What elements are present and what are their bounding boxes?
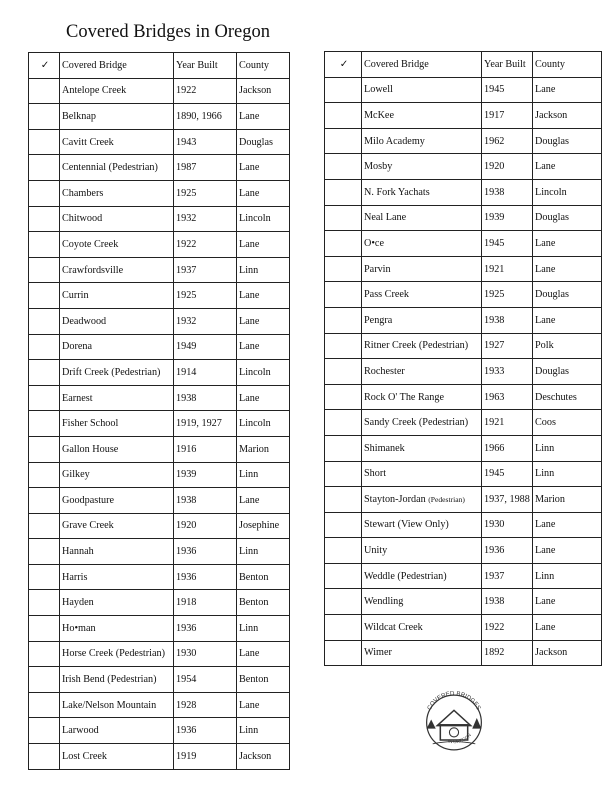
county-cell: Lane — [237, 232, 290, 258]
table-row — [325, 538, 602, 564]
bridge-name-cell: McKee — [362, 103, 482, 129]
county-cell: Linn — [237, 539, 290, 565]
year-built-cell: 1939 — [174, 462, 237, 488]
bridge-name-cell: Rochester — [362, 359, 482, 385]
year-built-cell: 1939 — [482, 205, 533, 231]
bridge-name-cell: N. Fork Yachats — [362, 179, 482, 205]
year-built-cell: 1966 — [482, 435, 533, 461]
table-row — [325, 487, 602, 513]
bridge-name-cell: Parvin — [362, 256, 482, 282]
table-row — [325, 128, 602, 154]
bridge-name-cell: Stewart (View Only) — [362, 512, 482, 538]
bridge-header: Covered Bridge — [60, 53, 174, 79]
county-cell: Lincoln — [237, 206, 290, 232]
check-cell[interactable] — [325, 435, 362, 461]
county-cell: Jackson — [533, 640, 602, 666]
year-built-cell: 1890, 1966 — [174, 104, 237, 130]
county-cell: Lane — [237, 180, 290, 206]
bridge-name-cell: Ritner Creek (Pedestrian) — [362, 333, 482, 359]
year-built-cell: 1945 — [482, 231, 533, 257]
county-cell: Lane — [533, 538, 602, 564]
check-cell[interactable] — [29, 667, 60, 693]
table-row — [325, 512, 602, 538]
county-cell: Lane — [533, 256, 602, 282]
check-cell[interactable] — [325, 77, 362, 103]
check-cell[interactable] — [29, 436, 60, 462]
county-cell: Lincoln — [237, 411, 290, 437]
county-cell: Lane — [237, 283, 290, 309]
county-cell: Lane — [533, 77, 602, 103]
table-row — [29, 488, 290, 514]
table-row — [29, 334, 290, 360]
bridge-name-cell: Goodpasture — [60, 488, 174, 514]
year-built-cell: 1949 — [174, 334, 237, 360]
bridges-table-right — [324, 51, 602, 666]
bridge-name-cell: Mosby — [362, 154, 482, 180]
table-row — [325, 231, 602, 257]
table-row — [325, 77, 602, 103]
check-cell[interactable] — [29, 411, 60, 437]
check-header: ✓ — [325, 52, 362, 78]
county-cell: Douglas — [533, 282, 602, 308]
table-row — [29, 129, 290, 155]
county-cell: Lane — [237, 385, 290, 411]
bridge-name-cell: Lost Creek — [60, 744, 174, 770]
county-cell: Lane — [533, 589, 602, 615]
table-row — [29, 155, 290, 181]
county-cell: Jackson — [237, 78, 290, 104]
table-row — [29, 232, 290, 258]
year-built-cell: 1938 — [174, 385, 237, 411]
check-cell[interactable] — [325, 256, 362, 282]
bridge-name-cell: Rock O' The Range — [362, 384, 482, 410]
county-header: County — [237, 53, 290, 79]
table-row — [29, 308, 290, 334]
table-row — [29, 641, 290, 667]
table-row — [325, 410, 602, 436]
check-cell[interactable] — [29, 539, 60, 565]
bridge-name-cell: Pass Creek — [362, 282, 482, 308]
bridge-name-cell: Pengra — [362, 307, 482, 333]
year-built-cell: 1937, 1988 — [482, 487, 533, 513]
table-row — [29, 744, 290, 770]
county-cell: Linn — [533, 461, 602, 487]
table-row — [29, 360, 290, 386]
table-row — [325, 359, 602, 385]
year-built-cell: 1932 — [174, 308, 237, 334]
year-built-cell: 1928 — [174, 692, 237, 718]
check-cell[interactable] — [29, 180, 60, 206]
year-built-cell: 1937 — [482, 563, 533, 589]
bridge-name-cell: Antelope Creek — [60, 78, 174, 104]
table-header-row — [325, 52, 602, 78]
table-row — [325, 461, 602, 487]
table-row — [29, 462, 290, 488]
year-built-cell: 1916 — [174, 436, 237, 462]
county-cell: Deschutes — [533, 384, 602, 410]
bridge-name-cell: Sandy Creek (Pedestrian) — [362, 410, 482, 436]
bridge-name-cell: Chambers — [60, 180, 174, 206]
check-cell[interactable] — [29, 692, 60, 718]
county-cell: Lane — [237, 334, 290, 360]
year-built-cell: 1933 — [482, 359, 533, 385]
year-header: Year Built — [174, 53, 237, 79]
bridge-name-cell: Cavitt Creek — [60, 129, 174, 155]
year-built-cell: 1938 — [482, 179, 533, 205]
table-row — [29, 564, 290, 590]
county-cell: Linn — [237, 616, 290, 642]
year-built-cell: 1938 — [482, 589, 533, 615]
year-built-cell: 1914 — [174, 360, 237, 386]
county-cell: Benton — [237, 667, 290, 693]
year-built-cell: 1919, 1927 — [174, 411, 237, 437]
county-cell: Linn — [533, 435, 602, 461]
table-row — [325, 307, 602, 333]
bridge-name-cell: Horse Creek (Pedestrian) — [60, 641, 174, 667]
table-row — [325, 103, 602, 129]
check-cell[interactable] — [325, 128, 362, 154]
table-row — [325, 333, 602, 359]
year-built-cell: 1936 — [174, 718, 237, 744]
bridge-name-cell: Wimer — [362, 640, 482, 666]
table-row — [29, 411, 290, 437]
county-cell: Linn — [533, 563, 602, 589]
check-cell[interactable] — [29, 308, 60, 334]
county-cell: Lane — [533, 154, 602, 180]
table-row — [325, 435, 602, 461]
bridge-name-cell: Coyote Creek — [60, 232, 174, 258]
county-cell: Lane — [237, 104, 290, 130]
county-cell: Lane — [237, 692, 290, 718]
table-row — [325, 154, 602, 180]
county-cell: Linn — [237, 462, 290, 488]
bridge-name-cell: Larwood — [60, 718, 174, 744]
bridge-name-cell: Short — [362, 461, 482, 487]
bridge-name-cell: Shimanek — [362, 435, 482, 461]
county-header: County — [533, 52, 602, 78]
bridge-name-cell: Gallon House — [60, 436, 174, 462]
year-built-cell: 1925 — [174, 283, 237, 309]
check-cell[interactable] — [325, 589, 362, 615]
check-cell[interactable] — [325, 512, 362, 538]
table-row — [29, 692, 290, 718]
page-title: Covered Bridges in Oregon — [66, 22, 270, 42]
bridge-name-cell: Currin — [60, 283, 174, 309]
table-row — [29, 616, 290, 642]
bridge-name-cell: Ho•man — [60, 616, 174, 642]
check-cell[interactable] — [29, 104, 60, 130]
county-cell: Josephine — [237, 513, 290, 539]
check-cell[interactable] — [325, 307, 362, 333]
bridge-name-cell: Hayden — [60, 590, 174, 616]
bridge-name-cell: Neal Lane — [362, 205, 482, 231]
county-cell: Lane — [533, 615, 602, 641]
year-built-cell: 1962 — [482, 128, 533, 154]
check-cell[interactable] — [325, 538, 362, 564]
check-cell[interactable] — [325, 103, 362, 129]
county-cell: Linn — [237, 257, 290, 283]
table-row — [29, 257, 290, 283]
county-cell: Polk — [533, 333, 602, 359]
county-cell: Lincoln — [533, 179, 602, 205]
bridges-table-left — [28, 52, 290, 770]
table-row — [29, 385, 290, 411]
year-built-cell: 1938 — [174, 488, 237, 514]
county-cell: Douglas — [533, 359, 602, 385]
year-built-cell: 1930 — [482, 512, 533, 538]
check-cell[interactable] — [29, 488, 60, 514]
table-row — [29, 206, 290, 232]
year-built-cell: 1945 — [482, 461, 533, 487]
year-built-cell: 1943 — [174, 129, 237, 155]
bridge-name-cell: Stayton-Jordan (Pedestrian) — [362, 487, 482, 513]
county-cell: Lincoln — [237, 360, 290, 386]
county-cell: Lane — [237, 308, 290, 334]
table-row — [29, 513, 290, 539]
check-cell[interactable] — [325, 563, 362, 589]
table-row — [325, 589, 602, 615]
county-cell: Douglas — [533, 128, 602, 154]
year-header: Year Built — [482, 52, 533, 78]
check-cell[interactable] — [29, 129, 60, 155]
check-cell[interactable] — [325, 461, 362, 487]
check-cell[interactable] — [325, 410, 362, 436]
check-cell[interactable] — [325, 487, 362, 513]
year-built-cell: 1918 — [174, 590, 237, 616]
check-cell[interactable] — [29, 641, 60, 667]
table-row — [29, 590, 290, 616]
check-cell[interactable] — [325, 333, 362, 359]
year-built-cell: 1921 — [482, 410, 533, 436]
bridge-name-cell: Irish Bend (Pedestrian) — [60, 667, 174, 693]
check-cell[interactable] — [29, 513, 60, 539]
year-built-cell: 1938 — [482, 307, 533, 333]
county-cell: Lane — [533, 231, 602, 257]
check-cell[interactable] — [325, 359, 362, 385]
year-built-cell: 1925 — [482, 282, 533, 308]
bridge-name-cell: Deadwood — [60, 308, 174, 334]
year-built-cell: 1987 — [174, 155, 237, 181]
table-row — [325, 179, 602, 205]
table-row — [325, 384, 602, 410]
table-row — [29, 283, 290, 309]
check-cell[interactable] — [29, 283, 60, 309]
check-cell[interactable] — [29, 232, 60, 258]
check-cell[interactable] — [29, 257, 60, 283]
bridge-name-cell: Gilkey — [60, 462, 174, 488]
year-built-cell: 1936 — [482, 538, 533, 564]
check-cell[interactable] — [29, 590, 60, 616]
bridge-name-cell: Hannah — [60, 539, 174, 565]
table-row — [29, 667, 290, 693]
county-cell: Coos — [533, 410, 602, 436]
check-cell[interactable] — [325, 640, 362, 666]
covered-bridges-logo — [416, 683, 492, 759]
check-cell[interactable] — [325, 384, 362, 410]
bridge-name-cell: Harris — [60, 564, 174, 590]
check-cell[interactable] — [29, 78, 60, 104]
check-cell[interactable] — [29, 462, 60, 488]
year-built-cell: 1919 — [174, 744, 237, 770]
table-row — [325, 205, 602, 231]
year-built-cell: 1922 — [482, 615, 533, 641]
year-built-cell: 1930 — [174, 641, 237, 667]
table-row — [325, 256, 602, 282]
county-cell: Marion — [237, 436, 290, 462]
year-built-cell: 1963 — [482, 384, 533, 410]
check-cell[interactable] — [325, 231, 362, 257]
bridge-name-cell: Weddle (Pedestrian) — [362, 563, 482, 589]
year-built-cell: 1927 — [482, 333, 533, 359]
county-cell: Linn — [237, 718, 290, 744]
bridge-header: Covered Bridge — [362, 52, 482, 78]
check-cell[interactable] — [325, 205, 362, 231]
county-cell: Lane — [237, 488, 290, 514]
check-header: ✓ — [29, 53, 60, 79]
year-built-cell: 1922 — [174, 232, 237, 258]
table-row — [325, 563, 602, 589]
bridge-name-cell: Grave Creek — [60, 513, 174, 539]
year-built-cell: 1937 — [174, 257, 237, 283]
bridge-name-cell: Wildcat Creek — [362, 615, 482, 641]
table-row — [29, 539, 290, 565]
check-cell[interactable] — [29, 155, 60, 181]
year-built-cell: 1921 — [482, 256, 533, 282]
bridge-name-cell: Lake/Nelson Mountain — [60, 692, 174, 718]
bridge-name-cell: Chitwood — [60, 206, 174, 232]
bridge-name-cell: Milo Academy — [362, 128, 482, 154]
bridge-name-cell: Dorena — [60, 334, 174, 360]
bridge-name-cell: Belknap — [60, 104, 174, 130]
table-row — [29, 78, 290, 104]
year-built-cell: 1936 — [174, 539, 237, 565]
county-cell: Benton — [237, 564, 290, 590]
logo-top-text: COVERED BRIDGES — [425, 690, 483, 712]
bridge-name-cell: Crawfordsville — [60, 257, 174, 283]
bridge-name-cell: Lowell — [362, 77, 482, 103]
county-cell: Lane — [533, 307, 602, 333]
check-cell[interactable] — [29, 206, 60, 232]
check-cell[interactable] — [325, 615, 362, 641]
check-cell[interactable] — [29, 360, 60, 386]
check-cell[interactable] — [29, 564, 60, 590]
county-cell: Douglas — [237, 129, 290, 155]
check-cell[interactable] — [29, 616, 60, 642]
bridge-name-cell: Earnest — [60, 385, 174, 411]
bridge-name-cell: Drift Creek (Pedestrian) — [60, 360, 174, 386]
year-built-cell: 1892 — [482, 640, 533, 666]
county-cell: Benton — [237, 590, 290, 616]
year-built-cell: 1920 — [482, 154, 533, 180]
bridge-name-cell: Wendling — [362, 589, 482, 615]
county-cell: Lane — [237, 155, 290, 181]
table-row — [325, 282, 602, 308]
year-built-cell: 1917 — [482, 103, 533, 129]
year-built-cell: 1954 — [174, 667, 237, 693]
table-row — [325, 615, 602, 641]
logo-bottom-text: IN OREGON — [447, 732, 473, 745]
county-cell: Lane — [533, 512, 602, 538]
check-cell[interactable] — [325, 179, 362, 205]
county-cell: Jackson — [533, 103, 602, 129]
check-cell[interactable] — [29, 334, 60, 360]
table-row — [29, 436, 290, 462]
check-cell[interactable] — [325, 282, 362, 308]
table-row — [29, 104, 290, 130]
check-cell[interactable] — [29, 385, 60, 411]
county-cell: Douglas — [533, 205, 602, 231]
year-built-cell: 1925 — [174, 180, 237, 206]
year-built-cell: 1932 — [174, 206, 237, 232]
bridge-name-cell: Unity — [362, 538, 482, 564]
year-built-cell: 1945 — [482, 77, 533, 103]
table-row — [29, 718, 290, 744]
year-built-cell: 1936 — [174, 616, 237, 642]
year-built-cell: 1920 — [174, 513, 237, 539]
svg-text:COVERED BRIDGES — [426, 690, 482, 711]
table-header-row — [29, 53, 290, 79]
bridge-name-cell: O•ce — [362, 231, 482, 257]
county-cell: Jackson — [237, 744, 290, 770]
table-row — [325, 640, 602, 666]
table-row — [29, 180, 290, 206]
check-cell[interactable] — [325, 154, 362, 180]
check-cell[interactable] — [29, 744, 60, 770]
year-built-cell: 1922 — [174, 78, 237, 104]
check-cell[interactable] — [29, 718, 60, 744]
county-cell: Lane — [237, 641, 290, 667]
county-cell: Marion — [533, 487, 602, 513]
bridge-name-cell: Centennial (Pedestrian) — [60, 155, 174, 181]
bridge-name-cell: Fisher School — [60, 411, 174, 437]
year-built-cell: 1936 — [174, 564, 237, 590]
